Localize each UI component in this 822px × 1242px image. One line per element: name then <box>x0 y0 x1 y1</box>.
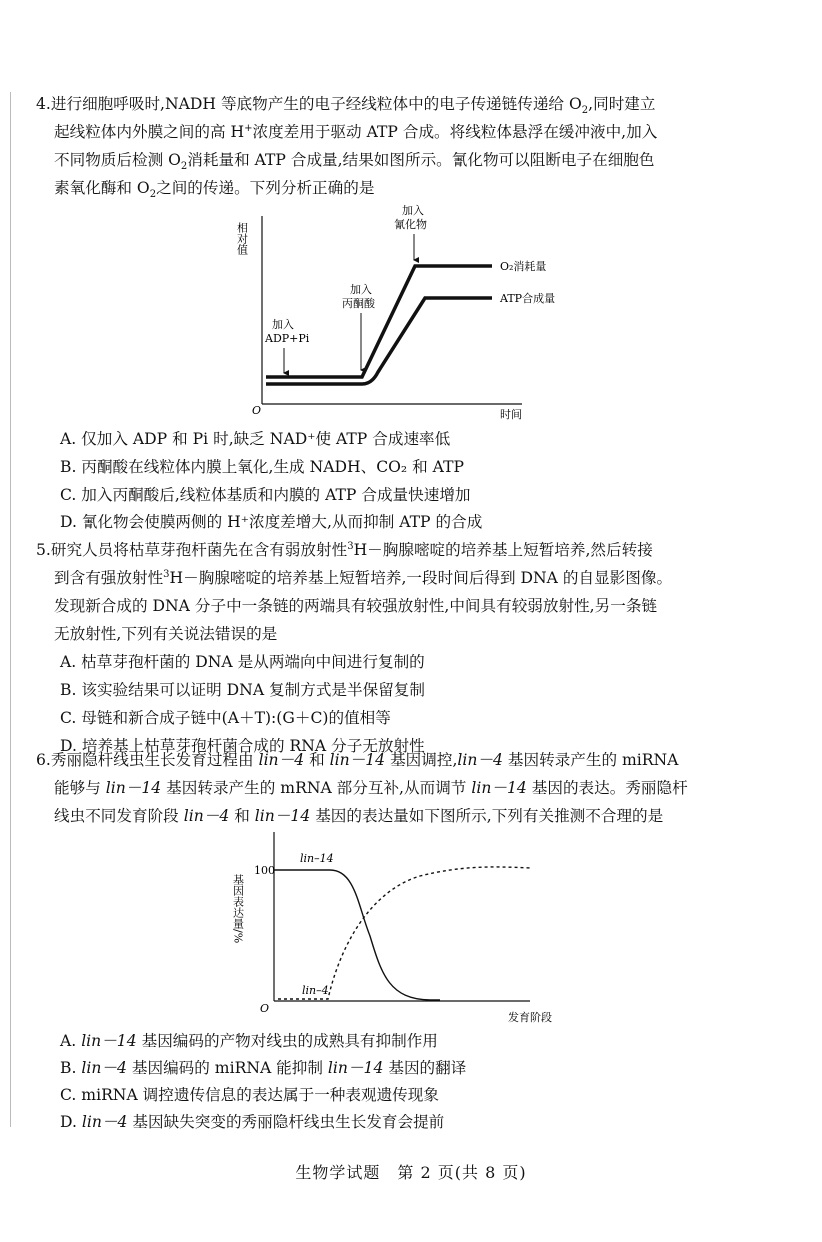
q5-line-1 <box>36 536 784 564</box>
superscript: 3 <box>347 540 354 552</box>
gene-lin4: lin－4 <box>258 751 305 769</box>
q4-text: 不同物质后检测 O <box>54 151 181 169</box>
option-text: 基因缺失突变的秀丽隐杆线虫生长发育会提前 <box>127 1113 445 1131</box>
q4-series-o2: O₂消耗量 <box>500 260 547 273</box>
subscript: 2 <box>149 189 157 201</box>
q5-text: H－胸腺嘧啶的培养基上短暂培养,然后转接 <box>353 541 653 559</box>
gene-lin14: lin－14 <box>329 751 386 769</box>
q4-series-atp: ATP合成量 <box>500 292 556 305</box>
q4-annotation-3b: 氰化物 <box>394 218 427 231</box>
q6-xlabel: 发育阶段 <box>508 1011 552 1024</box>
q4-annotation-1b: ADP+Pi <box>265 332 310 345</box>
page-footer: 生物学试题 第 2 页(共 8 页) <box>295 1163 527 1182</box>
q4-o2-curve <box>266 266 492 377</box>
q6-text: 和 <box>304 751 330 769</box>
q5-line-3: 发现新合成的 DNA 分子中一条链的两端具有较强放射性,中间具有较弱放射性,另一条链 <box>54 597 658 615</box>
q6-text: 秀丽隐杆线虫生长发育过程由 <box>50 751 259 769</box>
q4-number: 4. <box>36 95 51 113</box>
q6-option-b <box>60 1054 466 1082</box>
subscript: 2 <box>180 161 188 173</box>
q4-ylabel: 相对值 <box>235 222 249 255</box>
q4-text: 浓度差用于驱动 ATP 合成。将线粒体悬浮在缓冲液中,加入 <box>252 123 658 141</box>
q4-option-b: B. 丙酮酸在线粒体内膜上氧化,生成 NADH、CO₂ 和 ATP <box>60 458 464 476</box>
gene-lin14: lin－14 <box>105 779 162 797</box>
gene-lin4: lin－4 <box>183 807 230 825</box>
option-label: A. <box>60 1032 82 1050</box>
gene-lin14: lin－14 <box>81 1032 137 1050</box>
q6-line-1 <box>36 746 784 774</box>
option-label: B. <box>60 1059 82 1077</box>
q5-option-d: D. 培养基上枯草芽孢杆菌合成的 RNA 分子无放射性 <box>60 737 425 755</box>
q6-text: 线虫不同发育阶段 <box>54 807 184 825</box>
option-text: 基因编码的产物对线虫的成熟具有抑制作用 <box>136 1032 438 1050</box>
gene-lin4: lin－4 <box>81 1059 127 1077</box>
q6-number: 6. <box>36 751 51 769</box>
question-5 <box>36 536 784 648</box>
q6-figure <box>230 826 570 1035</box>
option-text: 基因的翻译 <box>383 1059 467 1077</box>
q4-line-2 <box>36 118 784 146</box>
q6-lin14-curve <box>274 870 440 1000</box>
q5-text: 研究人员将枯草芽孢杆菌先在含有弱放射性 <box>50 541 348 559</box>
q4-line-3 <box>36 146 784 174</box>
q5-option-c: C. 母链和新合成子链中(A＋T):(G＋C)的值相等 <box>60 709 391 727</box>
q5-text: 到含有强放射性 <box>54 569 164 587</box>
q6-ylabel: 基因表达量/% <box>231 874 245 944</box>
q4-text: 素氧化酶和 O <box>54 179 150 197</box>
q4-figure <box>232 198 592 427</box>
gene-lin4: lin－4 <box>457 751 503 769</box>
q4-text: 消耗量和 ATP 合成量,结果如图所示。氰化物可以阻断电子在细胞色 <box>187 151 655 169</box>
q6-series-lin14: lin–14 <box>300 852 334 865</box>
q4-option-c: C. 加入丙酮酸后,线粒体基质和内膜的 ATP 合成量快速增加 <box>60 486 471 504</box>
q5-option-a: A. 枯草芽孢杆菌的 DNA 是从两端向中间进行复制的 <box>60 653 425 671</box>
q4-annotation-2a: 加入 <box>350 283 372 296</box>
margin-line <box>10 92 11 1127</box>
q5-line-2 <box>36 564 784 592</box>
option-label: D. <box>60 1113 82 1131</box>
q6-text: 和 <box>229 807 255 825</box>
q4-text: 进行细胞呼吸时,NADH 等底物产生的电子经线粒体中的电子传递链传递给 O <box>50 95 582 113</box>
q6-ytick-100: 100 <box>254 864 275 877</box>
option-text: 基因编码的 miRNA 能抑制 <box>126 1059 328 1077</box>
q4-text: ,同时建立 <box>588 95 656 113</box>
q4-option-a: A. 仅加入 ADP 和 Pi 时,缺乏 NAD⁺使 ATP 合成速率低 <box>60 430 451 448</box>
q6-series-lin4: lin–4 <box>302 984 329 997</box>
superscript: + <box>244 122 253 134</box>
q6-lin4-curve <box>278 867 530 999</box>
q4-text: 起线粒体内外膜之间的高 H <box>54 123 245 141</box>
q6-option-d <box>60 1108 444 1136</box>
q4-annotation-2b: 丙酮酸 <box>342 297 375 310</box>
q6-line-2 <box>36 774 784 802</box>
gene-lin14: lin－14 <box>254 807 311 825</box>
q6-text: 基因调控, <box>385 751 458 769</box>
q4-origin: O <box>252 404 262 417</box>
q4-annotation-3a: 加入 <box>402 204 424 217</box>
question-4 <box>36 90 784 202</box>
q6-option-a <box>60 1027 438 1055</box>
subscript: 2 <box>581 105 589 117</box>
q5-option-b: B. 该实验结果可以证明 DNA 复制方式是半保留复制 <box>60 681 425 699</box>
gene-lin4: lin－4 <box>81 1113 128 1131</box>
q5-line-4: 无放射性,下列有关说法错误的是 <box>54 625 278 643</box>
gene-lin14: lin－14 <box>471 779 527 797</box>
q6-text: 基因转录产生的 miRNA <box>502 751 679 769</box>
q6-text: 基因的表达。秀丽隐杆 <box>526 779 688 797</box>
q4-annotation-1a: 加入 <box>272 318 294 331</box>
q6-option-c: C. miRNA 调控遗传信息的表达属于一种表观遗传现象 <box>60 1086 439 1104</box>
q4-xlabel: 时间 <box>500 408 522 421</box>
q5-number: 5. <box>36 541 51 559</box>
q4-line-1 <box>36 90 784 118</box>
q6-text: 基因转录产生的 mRNA 部分互补,从而调节 <box>161 779 472 797</box>
superscript: 3 <box>163 568 170 580</box>
q6-text: 基因的表达量如下图所示,下列有关推测不合理的是 <box>310 807 664 825</box>
q4-text: 之间的传递。下列分析正确的是 <box>156 179 375 197</box>
gene-lin14: lin－14 <box>327 1059 384 1077</box>
q4-option-d: D. 氰化物会使膜两侧的 H⁺浓度差增大,从而抑制 ATP 的合成 <box>60 513 483 531</box>
q5-text: H－胸腺嘧啶的培养基上短暂培养,一段时间后得到 DNA 的自显影图像。 <box>169 569 673 587</box>
q6-origin: O <box>260 1002 270 1015</box>
question-6 <box>36 746 784 830</box>
q6-text: 能够与 <box>54 779 106 797</box>
